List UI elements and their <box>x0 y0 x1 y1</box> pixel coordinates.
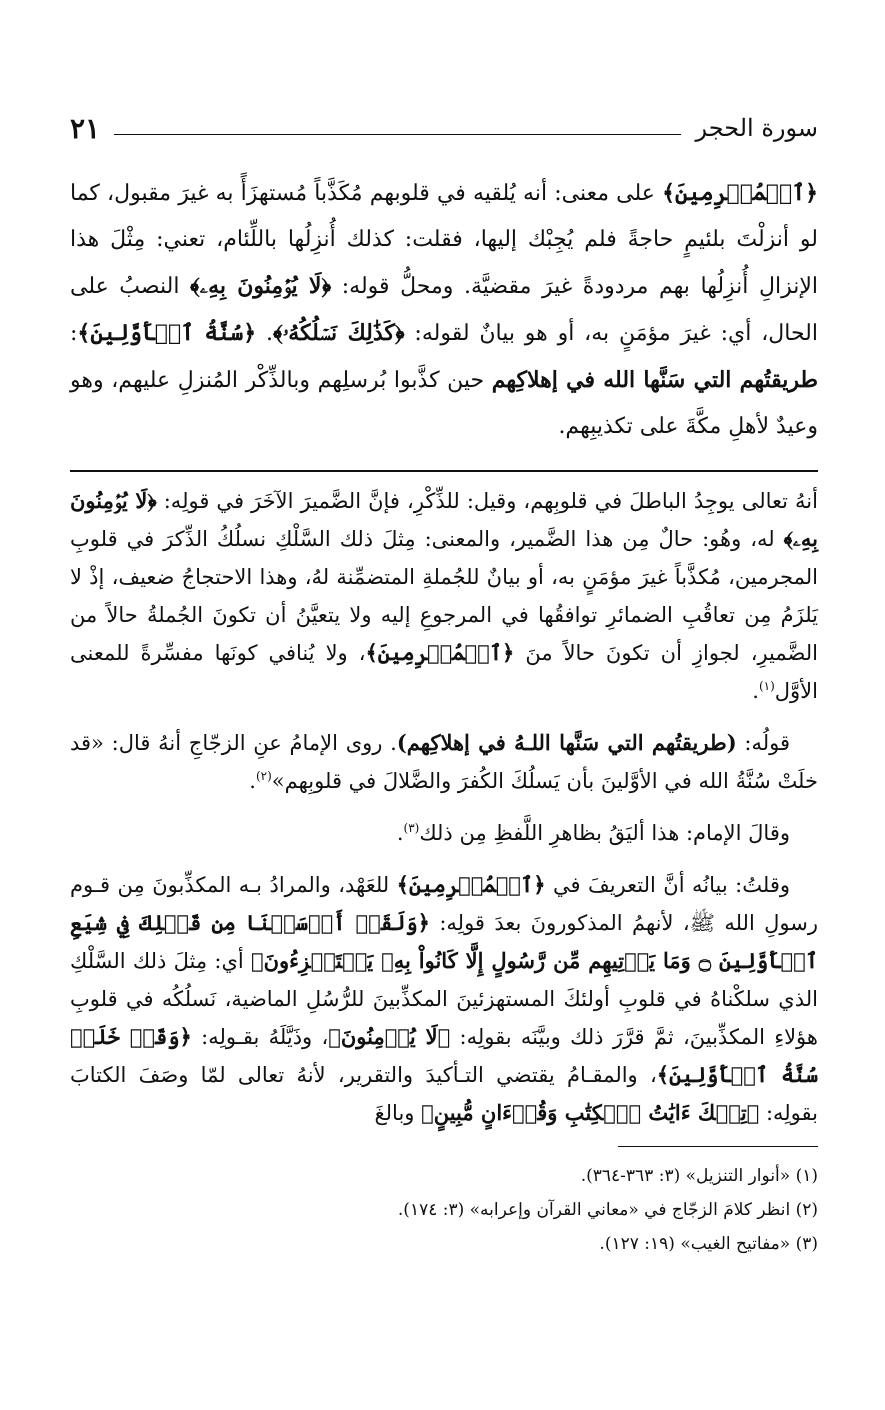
text-run: وقلتُ: بيانُه أنَّ التعريفَ في <box>545 873 790 897</box>
page-number: ٢١ <box>70 111 101 145</box>
bold-phrase: (طريقتُهم التي سَنَّها اللـهُ في إهلاكِهم) <box>396 730 737 755</box>
main-paragraph <box>70 170 818 450</box>
bold-phrase: طريقتُهم التي سَنَّها الله في إهلاكِهم <box>491 367 819 393</box>
text-run: قولُه: <box>736 731 790 755</box>
footnote-2: (٢) انظر كلامَ الزجّاج في «معاني القرآن وإعرابه» (٣: ١٧٤). <box>397 1200 818 1220</box>
text-run: له، وهُو: حالٌ مِن هذا الضَّمير، والمعنى: مِثلَ ذلك السَّلْكِ نسلُكُ الذِّكرَ في قلوبِ المجرمين، مُكذَّباً غيرَ مؤمَنٍ به، أو بيانٌ للجُملةِ المتضمِّنة لهُ، وهذا الاحتجاجُ ضعيف، إذْ لا يَلزَمُ مِن تعاقُبِ الضمائرِ توافقُها في المرجوعِ إليه ولا يتعيَّنُ أن تكونَ الجُملةُ حالاً من الضَّميرِ، لجوازِ أن تكونَ حالاً منَ <box>70 527 818 665</box>
text-run: النصبُ على الحال، أي: غيرَ مؤمَنٍ به، أو هو بيانٌ لقوله: <box>70 274 818 346</box>
commentary-paragraph <box>70 814 818 852</box>
quran-quote: ﴿كَذَٰلِكَ نَسۡلُكُهُۥ﴾ <box>272 320 405 346</box>
quran-quote: ﴿لَا يُؤۡمِنُونَ﴾ <box>328 1024 451 1049</box>
text-run: أي: مِثلَ ذلك السَّلْكِ الذي سلكْناهُ في قلوبِ أولئكَ المستهزئينَ المكذِّبينَ للرُّسُلِ الماضية، نَسلُكُه في قلوبِ هؤلاءِ المكذِّبينَ، ثمَّ قرَّرَ ذلك وبيَّنَه بقولِه: <box>70 949 818 1049</box>
text-run: حين كذَّبوا بُرسلِهم وبالذِّكْر المُنزلِ عليهم، وهو وعيدٌ لأهلِ مكَّةَ على تكذيبِهم. <box>70 368 818 439</box>
main-text <box>70 170 818 450</box>
footnote-ref[interactable]: (١) <box>758 679 775 693</box>
quran-quote: ﴿ٱلۡمُجۡرِمِينَ﴾ <box>662 180 818 206</box>
quran-quote: ﴿تِلۡكَ ءَايَٰتُ ٱلۡكِتَٰبِ وَقُرۡءَانٍ مُّبِينٍ﴾ <box>421 1100 760 1125</box>
text-run: ، والمقـامُ يقتضي التـأكيدَ والتقرير، لأنهُ تعالى لمّا وصَفَ الكتابَ بقولِه: <box>70 1063 818 1125</box>
text-run: . <box>249 769 256 793</box>
quran-quote: ﴿لَا يُؤۡمِنُونَ بِهِۦ﴾ <box>70 488 818 551</box>
quran-quote: ﴿سُنَّةُ ٱلۡأَوَّلِينَ﴾ <box>77 320 257 346</box>
commentary-paragraph <box>70 724 818 800</box>
footnote-1: (١) «أنوار التنزيل» (٣: ٣٦٣-٣٦٤). <box>580 1166 818 1186</box>
header-rule <box>114 134 681 135</box>
text-run: وبالغَ <box>374 1101 422 1125</box>
commentary-paragraph <box>70 482 818 710</box>
text-run: . روى الإمامُ عنِ الزجّاجِ أنهُ قال: «قد خلَتْ سُنَّةُ الله في الأوَّلينَ بأن يَسلُكَ الكُفرَ والضَّلالَ في قلوبِهم» <box>70 731 818 793</box>
text-run: أنهُ تعالى يوجِدُ الباطلَ في قلوبِهم، وقيل: للذِّكْرِ، فإنَّ الضَّميرَ الآخَرَ في قولِه: <box>156 489 818 513</box>
text-run: . <box>256 321 273 346</box>
text-run: على معنى: أنه يُلقيه في قلوبهم مُكَذَّباً مُستهزَأً به غيرَ مقبول، كما لو أنزلْتَ بلئيمٍ حاجةً فلم يُجِبْك إليها، فقلت: كذلك أُنزِلُها باللِّئام، تعني: مِثْلَ هذا الإنزالِ أُنزِلُها بهم مردودةً غيرَ مقضيَّة. ومحلُّ قوله: <box>70 181 818 299</box>
footnote-3: (٣) «مفاتيح الغيب» (١٩: ١٢٧). <box>599 1234 818 1254</box>
text-run: وقالَ الإمام: هذا أليَقُ بظاهرِ اللَّفظِ مِن ذلك <box>419 821 790 845</box>
text-run: : <box>70 321 78 346</box>
footnote-divider <box>618 1146 818 1147</box>
quran-quote: ﴿وَلَقَدۡ أَرۡسَلۡنَا مِن قَبۡلِكَ فِي شِيَعِ ٱلۡأَوَّلِينَ ۝ وَمَا يَأۡتِيهِم مِّن رَّسُولٍ إِلَّا كَانُواْ بِهِۦ يَسۡتَهۡزِءُونَ﴾ <box>70 910 818 973</box>
text-run: . <box>396 821 404 845</box>
quran-quote: ﴿ٱلۡمُجۡرِمِينَ﴾ <box>365 640 515 665</box>
text-run: ، ولا يُنافي كونَها مفسِّرةً للمعنى الأوَّل <box>70 641 818 703</box>
quran-quote: ﴿لَا يُؤۡمِنُونَ بِهِۦ﴾ <box>190 273 332 299</box>
running-header <box>70 108 818 148</box>
footnotes <box>70 1159 818 1261</box>
section-divider <box>70 470 818 472</box>
text-run: ، وذَيَّلَهُ بقـولِه: <box>191 1025 329 1049</box>
quran-quote: ﴿ٱلۡمُجۡرِمِينَ﴾ <box>396 872 546 897</box>
footnote-ref[interactable]: (٣) <box>403 821 420 835</box>
text-run: . <box>752 679 759 703</box>
surah-title: سورة الحجر <box>695 114 818 142</box>
commentary-text <box>70 482 818 1132</box>
commentary-paragraph <box>70 866 818 1132</box>
text-run: للعَهْد، والمرادُ بـه المكذِّبونَ مِن قـوم رسولِ الله ﷺ، لأنهمُ المذكورونَ بعدَ قولِه: <box>70 873 818 935</box>
quran-quote: ﴿وَقَدۡ خَلَتۡ سُنَّةُ ٱلۡأَوَّلِينَ﴾ <box>70 1024 819 1087</box>
footnote-ref[interactable]: (٢) <box>255 769 272 783</box>
page <box>70 100 818 1261</box>
